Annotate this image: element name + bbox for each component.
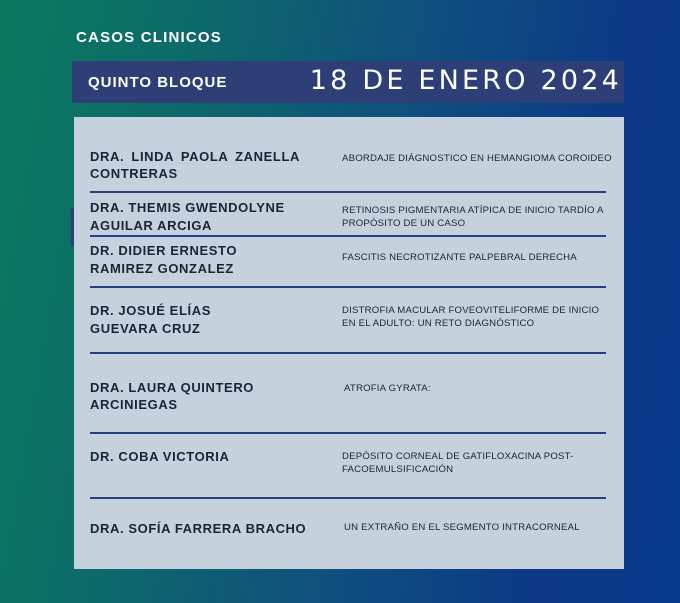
row-divider [90,432,606,434]
section-title: CASOS CLINICOS [76,29,222,46]
row-divider [90,191,606,193]
presenter-name: DRA. SOFÍA FARRERA BRACHO [90,521,307,536]
case-topic: ATROFIA GYRATA: [344,383,431,394]
block-label: QUINTO BLOQUE [88,74,228,91]
case-topic: UN EXTRAÑO EN EL SEGMENTO INTRACORNEAL [344,522,580,533]
case-topic: ABORDAJE DIÁGNOSTICO EN HEMANGIOMA COROIDEO [342,153,612,164]
presenter-name: DRA. LAURA QUINTERO ARCINIEGAS [90,380,255,412]
row-divider [90,286,606,288]
case-topic: DISTROFIA MACULAR FOVEOVITELIFORME DE INICIO EN EL ADULTO: UN RETO DIAGNÓSTICO [342,305,600,329]
presenter-name: DR. COBA VICTORIA [90,449,230,464]
row-divider [90,235,606,237]
cases-panel [74,117,624,569]
event-date: 18 DE ENERO 2024 [309,65,622,96]
case-topic: DEPÓSITO CORNEAL DE GATIFLOXACINA POST-FACOEMULSIFICACIÓN [342,451,574,475]
presenter-name: DR. DIDIER ERNESTO RAMIREZ GONZALEZ [90,243,238,276]
row-divider [90,497,606,499]
presenter-name: DRA. THEMIS GWENDOLYNE AGUILAR ARCIGA [90,200,285,233]
block-banner [72,61,624,103]
row-divider [90,352,606,354]
case-topic: RETINOSIS PIGMENTARIA ATÍPICA DE INICIO TARDÍO A PROPÓSITO DE UN CASO [342,205,604,229]
presenter-name: DR. JOSUÉ ELÍAS GUEVARA CRUZ [90,303,211,336]
case-topic: FASCITIS NECROTIZANTE PALPEBRAL DERECHA [342,252,577,263]
presenter-name: DRA. LINDA PAOLA ZANELLA CONTRERAS [90,149,300,181]
